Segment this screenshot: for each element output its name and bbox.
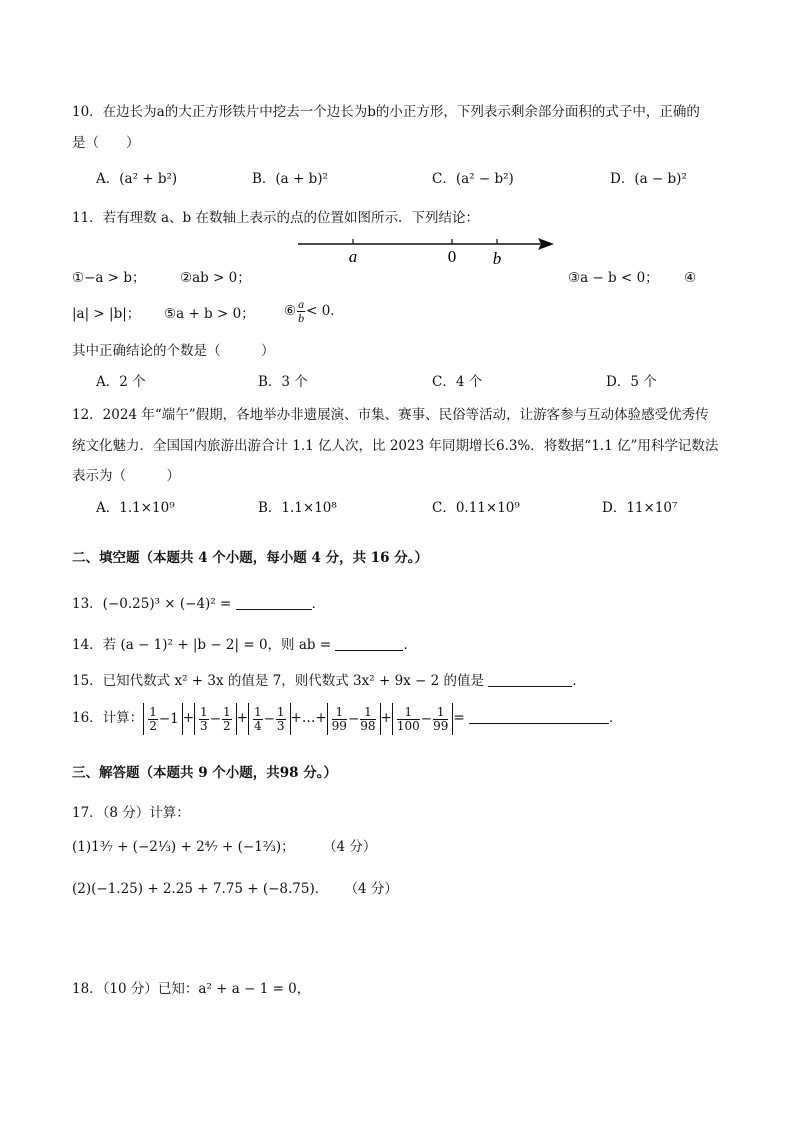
q10-option-c: C．(a² − b²): [432, 171, 514, 187]
q17-part-1: [72, 837, 376, 857]
q17-part-1-score: （4 分）: [322, 839, 377, 855]
number-line-figure: [296, 234, 558, 268]
axis-label-zero: 0: [447, 247, 457, 266]
q11-c6-numerator: a: [298, 297, 305, 311]
q11-conclusion-2: ②ab > 0；: [180, 270, 251, 286]
q16-term-2: $\frac{1}{3}$ − $\frac{1}{2}$: [194, 703, 237, 735]
q17-part-2-expression: (2)(−1.25) + 2.25 + 7.75 + (−8.75)．: [72, 881, 329, 897]
q11-option-b: B．3 个: [258, 374, 308, 390]
q16-term-3: $\frac{1}{4}$ − $\frac{1}{3}$: [248, 703, 291, 735]
q18-stem: 18．（10 分）已知：a² + a − 1 = 0，: [72, 981, 311, 997]
q16-label: 16．计算：: [72, 710, 144, 726]
q11-conclusion-4-number: ④: [684, 270, 697, 286]
q11-conclusion-3: ③a − b < 0；: [568, 270, 659, 286]
q11-stem: 11．若有理数 a、b 在数轴上表示的点的位置如图所示．下列结论：: [72, 210, 479, 226]
q17-part-2: [72, 879, 398, 899]
q15: [72, 671, 586, 691]
q16-term-99: $\frac{1}{99}$ − $\frac{1}{98}$: [327, 703, 381, 735]
q10-option-d: D．(a − b)²: [610, 171, 687, 187]
q11-c6-denominator: b: [298, 311, 305, 325]
axis-label-b: b: [492, 249, 502, 268]
q11-conclusion-5: ⑤a + b > 0；: [164, 306, 255, 322]
q12-option-c: C．0.11×10⁹: [432, 500, 520, 516]
q12-stem-line3: 表示为（ ）: [72, 468, 180, 484]
q16-term-100: $\frac{1}{100}$ − $\frac{1}{99}$: [392, 703, 454, 735]
q11-option-d: D．5 个: [606, 374, 657, 390]
q13-answer-blank[interactable]: [236, 595, 312, 610]
q15-expression: 15．已知代数式 x² + 3x 的值是 7，则代数式 3x² + 9x − 2 的值是: [72, 673, 485, 689]
q11-c6-tail: < 0．: [306, 303, 344, 319]
q11-option-a: A．2 个: [96, 374, 146, 390]
q12-stem-line2: 统文化魅力．全国国内旅游出游合计 1.1 亿人次，比 2023 年同期增长6.3%．将数据“1.1 亿”用科学记数法: [72, 438, 719, 454]
q17-stem: 17．（8 分）计算：: [72, 805, 190, 821]
q16-term-1: $\frac{1}{2}$ −1: [143, 703, 183, 735]
q14-answer-blank[interactable]: [335, 636, 403, 651]
q11-conclusion-6: [284, 298, 344, 325]
q10-stem-line2: 是（ ）: [72, 135, 140, 151]
q17-part-2-score: （4 分）: [344, 881, 398, 897]
section-3-title: 三、解答题（本题共 9 个小题，共98 分。）: [72, 765, 338, 781]
q13-end: ．: [311, 596, 326, 612]
q15-answer-blank[interactable]: [488, 672, 572, 687]
q10-option-a: A．(a² + b²): [96, 171, 178, 187]
q12-stem-line1: 12．2024 年“端午”假期，各地举办非遗展演、市集、赛事、民俗等活动，让游客参与互动体验感受优秀传: [72, 407, 709, 423]
q13: [72, 594, 325, 614]
q16-answer-blank[interactable]: [469, 709, 609, 724]
q11-option-c: C．4 个: [432, 374, 483, 390]
q10-stem-line1: 10．在边长为a的大正方形铁片中挖去一个边长为b的小正方形，下列表示剩余部分面积的式子中，正确的: [72, 104, 700, 120]
q16-end: ．: [608, 710, 623, 726]
q12-option-a: A．1.1×10⁹: [96, 500, 175, 516]
q15-end: ．: [572, 673, 586, 689]
q13-expression: 13．(−0.25)³ × (−4)² =: [72, 596, 232, 612]
q12-option-b: B．1.1×10⁸: [258, 500, 337, 516]
q11-c6-marker: ⑥: [284, 303, 297, 319]
q16: 16．计算： $\frac{1}{2}$ −1 + $\frac{1}{3}$ − $\frac{1}{2}$ + $\frac{1}{4}$ − $\frac{1}{3}$ +…+ $\frac{1}{99}$ − $\frac{1}{98}$ + $\frac{1}{100}$ − $\frac{1}{99}$ = ．: [72, 704, 623, 733]
q11-conclusion-4: |a| > |b|；: [72, 306, 141, 322]
q10-option-b: B．(a + b)²: [252, 171, 328, 187]
q12-option-d: D．11×10⁷: [602, 500, 678, 516]
q11-conclusion-1: ①−a > b；: [72, 270, 146, 286]
q14-expression: 14．若 (a − 1)² + |b − 2| = 0，则 ab =: [72, 637, 332, 653]
q11-c6-fraction: [297, 298, 305, 325]
q14-end: ．: [403, 637, 417, 653]
q14: [72, 635, 417, 655]
axis-label-a: a: [348, 247, 358, 266]
section-2-title: 二、填空题（本题共 4 个小题，每小题 4 分，共 16 分。）: [72, 550, 429, 566]
q11-question: 其中正确结论的个数是（ ）: [72, 343, 275, 359]
q17-part-1-expression: (1)1³⁄₇ + (−2¹⁄₃) + 2⁴⁄₇ + (−1²⁄₃)；: [72, 839, 295, 855]
